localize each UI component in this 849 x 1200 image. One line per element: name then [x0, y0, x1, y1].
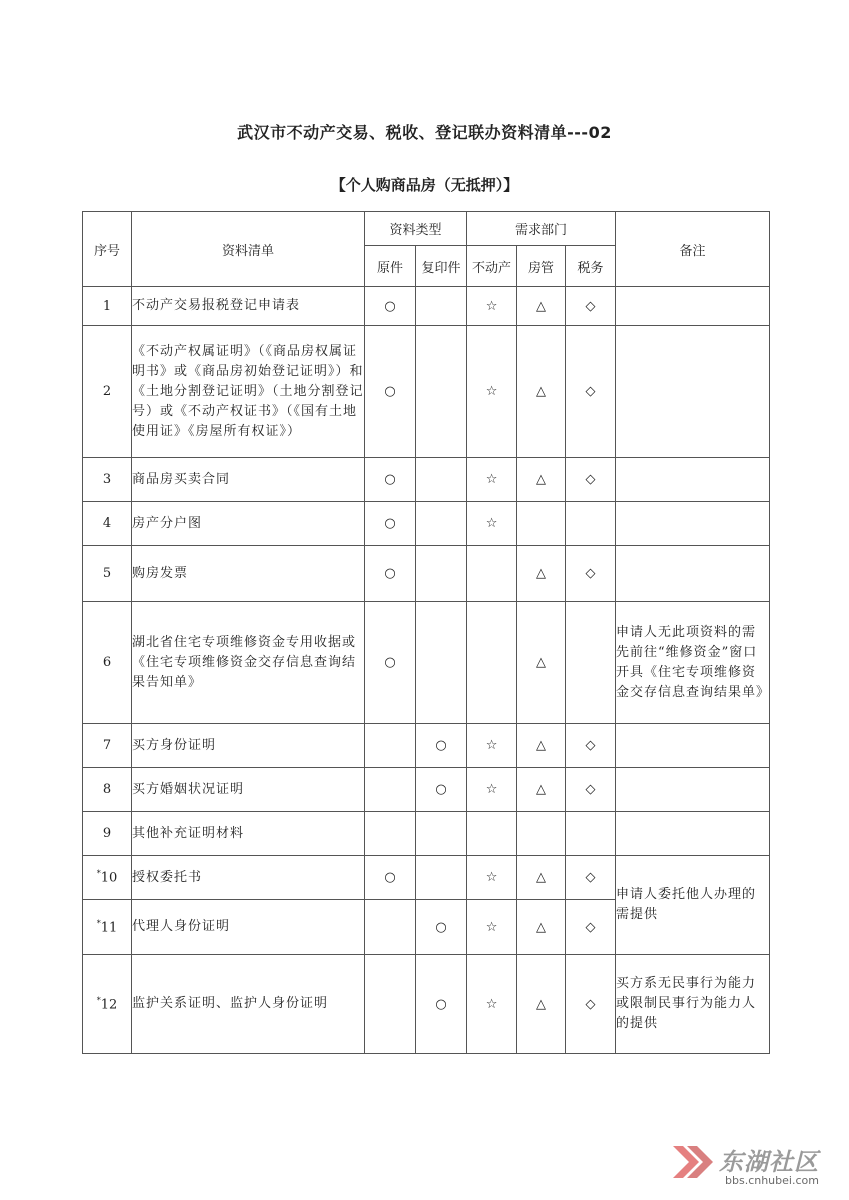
row-item: 授权委托书	[132, 856, 365, 900]
original-mark	[365, 768, 416, 812]
row-number-mark: *	[96, 918, 101, 928]
realestate-mark: ☆	[467, 724, 517, 768]
original-mark: ○	[365, 602, 416, 724]
row-number: 3	[83, 458, 132, 502]
header-type-group: 资料类型	[365, 212, 467, 246]
row-number: *10	[83, 856, 132, 900]
housing-mark	[517, 812, 566, 856]
row-note	[616, 458, 770, 502]
row-note	[616, 502, 770, 546]
row-note	[616, 768, 770, 812]
realestate-mark	[467, 602, 517, 724]
tax-mark: ◇	[566, 287, 616, 326]
housing-mark: △	[517, 724, 566, 768]
realestate-mark: ☆	[467, 326, 517, 458]
tax-mark: ◇	[566, 768, 616, 812]
housing-mark: △	[517, 287, 566, 326]
realestate-mark	[467, 546, 517, 602]
original-mark: ○	[365, 856, 416, 900]
row-number: 8	[83, 768, 132, 812]
original-mark: ○	[365, 458, 416, 502]
header-items: 资料清单	[132, 212, 365, 287]
header-realestate: 不动产	[467, 246, 517, 287]
row-item: 买方婚姻状况证明	[132, 768, 365, 812]
tax-mark: ◇	[566, 856, 616, 900]
row-item: 购房发票	[132, 546, 365, 602]
tax-mark: ◇	[566, 900, 616, 955]
table-row	[83, 724, 770, 768]
housing-mark: △	[517, 546, 566, 602]
row-item: 监护关系证明、监护人身份证明	[132, 955, 365, 1054]
row-note	[616, 287, 770, 326]
original-mark: ○	[365, 546, 416, 602]
tax-mark: ◇	[566, 458, 616, 502]
realestate-mark: ☆	[467, 856, 517, 900]
realestate-mark	[467, 812, 517, 856]
row-note: 申请人无此项资料的需先前往“维修资金”窗口开具《住宅专项维修资金交存信息查询结果单》	[616, 602, 770, 724]
original-mark	[365, 724, 416, 768]
copy-mark	[416, 458, 467, 502]
tax-mark: ◇	[566, 326, 616, 458]
original-mark: ○	[365, 326, 416, 458]
document-subtitle: 【个人购商品房（无抵押）】	[330, 176, 519, 194]
table-row	[83, 546, 770, 602]
row-item: 房产分户图	[132, 502, 365, 546]
copy-mark: ○	[416, 724, 467, 768]
row-number: 2	[83, 326, 132, 458]
housing-mark: △	[517, 458, 566, 502]
row-number: *12	[83, 955, 132, 1054]
table-row	[83, 812, 770, 856]
row-note	[616, 326, 770, 458]
housing-mark: △	[517, 768, 566, 812]
row-item: 不动产交易报税登记申请表	[132, 287, 365, 326]
table-row	[83, 458, 770, 502]
tax-mark: ◇	[566, 955, 616, 1054]
realestate-mark: ☆	[467, 502, 517, 546]
copy-mark	[416, 326, 467, 458]
original-mark: ○	[365, 287, 416, 326]
row-item: 买方身份证明	[132, 724, 365, 768]
table-row	[83, 856, 770, 900]
copy-mark: ○	[416, 900, 467, 955]
row-number: 7	[83, 724, 132, 768]
row-item: 代理人身份证明	[132, 900, 365, 955]
table-row	[83, 287, 770, 326]
row-number-mark: *	[96, 869, 101, 879]
row-item: 《不动产权属证明》（《商品房权属证明书》或《商品房初始登记证明》）和《土地分割登记证明》（土地分割登记号）或《不动产权证书》（《国有土地使用证》《房屋所有权证》）	[132, 326, 365, 458]
header-original: 原件	[365, 246, 416, 287]
header-housing: 房管	[517, 246, 566, 287]
tax-mark	[566, 602, 616, 724]
original-mark: ○	[365, 502, 416, 546]
table-row	[83, 955, 770, 1054]
row-number: 5	[83, 546, 132, 602]
shared-note: 申请人委托他人办理的需提供	[616, 856, 770, 955]
header-seq: 序号	[83, 212, 132, 287]
row-note: 买方系无民事行为能力或限制民事行为能力人的提供	[616, 955, 770, 1054]
housing-mark: △	[517, 856, 566, 900]
row-number: 6	[83, 602, 132, 724]
header-remark: 备注	[616, 212, 770, 287]
realestate-mark: ☆	[467, 287, 517, 326]
row-item: 湖北省住宅专项维修资金专用收据或《住宅专项维修资金交存信息查询结果告知单》	[132, 602, 365, 724]
row-number: *11	[83, 900, 132, 955]
header-tax: 税务	[566, 246, 616, 287]
original-mark	[365, 955, 416, 1054]
tax-mark: ◇	[566, 546, 616, 602]
header-dept-group: 需求部门	[467, 212, 616, 246]
row-item: 其他补充证明材料	[132, 812, 365, 856]
document-title: 武汉市不动产交易、税收、登记联办资料清单---02	[237, 123, 612, 142]
site-watermark	[669, 1140, 839, 1194]
tax-mark: ◇	[566, 724, 616, 768]
row-number: 1	[83, 287, 132, 326]
materials-table	[82, 211, 770, 1054]
housing-mark: △	[517, 602, 566, 724]
watermark-name: 东湖社区	[719, 1148, 819, 1176]
tax-mark	[566, 502, 616, 546]
header-copy: 复印件	[416, 246, 467, 287]
copy-mark	[416, 812, 467, 856]
housing-mark	[517, 502, 566, 546]
row-number-mark: *	[96, 995, 101, 1005]
watermark-url: bbs.cnhubei.com	[725, 1174, 819, 1187]
copy-mark	[416, 546, 467, 602]
copy-mark	[416, 602, 467, 724]
copy-mark	[416, 502, 467, 546]
row-note	[616, 812, 770, 856]
watermark-logo-icon	[669, 1142, 715, 1182]
table-row	[83, 502, 770, 546]
table-row	[83, 602, 770, 724]
realestate-mark: ☆	[467, 768, 517, 812]
housing-mark: △	[517, 326, 566, 458]
realestate-mark: ☆	[467, 900, 517, 955]
housing-mark: △	[517, 900, 566, 955]
realestate-mark: ☆	[467, 458, 517, 502]
realestate-mark: ☆	[467, 955, 517, 1054]
row-number: 9	[83, 812, 132, 856]
row-number: 4	[83, 502, 132, 546]
table-row	[83, 768, 770, 812]
copy-mark: ○	[416, 955, 467, 1054]
copy-mark	[416, 287, 467, 326]
table-row	[83, 326, 770, 458]
copy-mark: ○	[416, 768, 467, 812]
tax-mark	[566, 812, 616, 856]
copy-mark	[416, 856, 467, 900]
row-note	[616, 724, 770, 768]
original-mark	[365, 900, 416, 955]
row-note	[616, 546, 770, 602]
original-mark	[365, 812, 416, 856]
row-item: 商品房买卖合同	[132, 458, 365, 502]
housing-mark: △	[517, 955, 566, 1054]
